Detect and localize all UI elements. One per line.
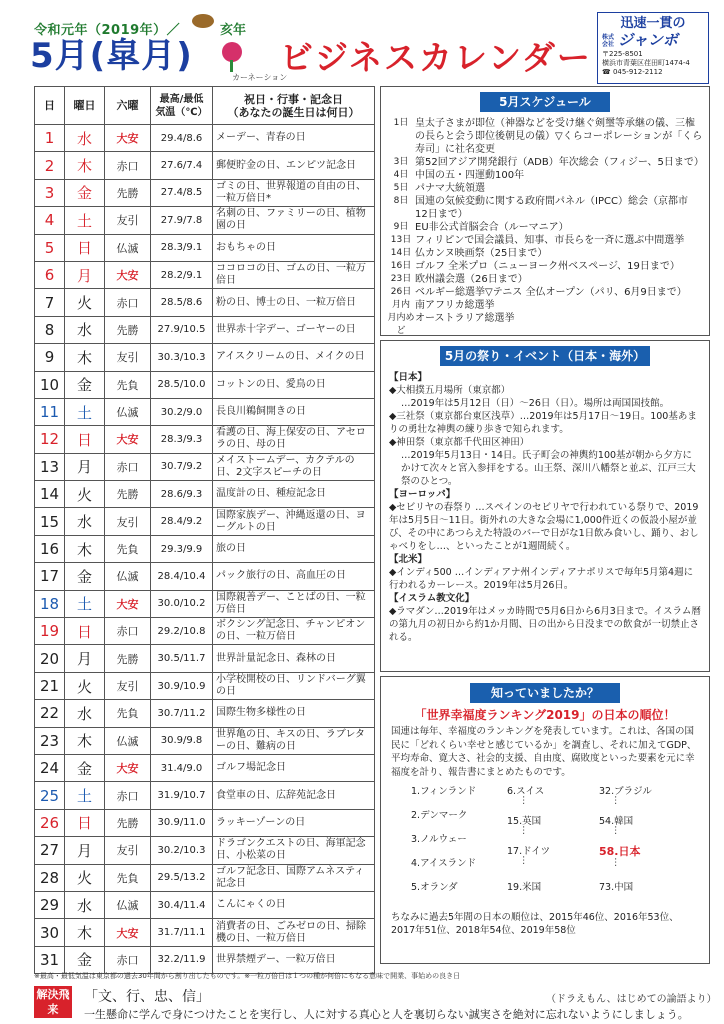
schedule-date: 5日: [393, 183, 409, 193]
event-item: ◆三社祭（東京都台東区浅草）…2019年は5月17日～19日。100基あまりの勇壮な神輿の練り歩きで知られます。: [389, 411, 697, 435]
calendar-row: [35, 125, 375, 152]
rokuyo: 先勝: [105, 645, 151, 672]
day-number: 3: [35, 179, 65, 206]
day-number: 14: [35, 481, 65, 508]
temperature: 28.3/9.1: [151, 234, 213, 261]
knowledge-subtitle: 「世界幸福度ランキング2019」の日本の順位！: [414, 708, 676, 722]
temperature: 27.6/7.4: [151, 152, 213, 179]
rokuyo: 仏滅: [105, 891, 151, 918]
weekday: 月: [65, 453, 105, 480]
event-text: 小学校開校の日、リンドバーグ翼の日: [213, 672, 375, 699]
year-label: 亥年: [220, 23, 247, 38]
event-category: 【ヨーロッパ】: [389, 489, 456, 500]
col-day: 日: [35, 87, 65, 125]
schedule-list: [381, 117, 709, 338]
rokuyo: 赤口: [105, 782, 151, 809]
weekday: 金: [65, 754, 105, 781]
company-name: ジャンボ: [618, 31, 678, 49]
event-text: 国際家族デー、沖縄返還の日、ヨーグルトの日: [213, 508, 375, 535]
temperature: 29.2/10.8: [151, 618, 213, 645]
knowledge-box: [380, 676, 710, 964]
event-item: ◆インディ500 …インディアナ州インディアナポリスで毎年5月第4週に行われるカーレース。2019年は5月26日。: [389, 567, 694, 591]
rokuyo: 大安: [105, 261, 151, 288]
rokuyo: 先負: [105, 864, 151, 891]
page-title: ビジネスカレンダー: [280, 38, 592, 77]
knowledge-past: ちなみに過去5年間の日本の順位は、2015年46位、2016年53位、2017年51位、2018年54位、2019年58位: [391, 912, 679, 936]
weekday: 土: [65, 590, 105, 617]
event-category: 【日本】: [389, 372, 428, 383]
month-title: 5月(皐月): [30, 36, 193, 76]
schedule-date: 13日: [390, 235, 412, 245]
temperature: 28.3/9.3: [151, 426, 213, 453]
temperature: 30.0/10.2: [151, 590, 213, 617]
rank-58-japan: 58.日本: [599, 845, 641, 858]
event-text: ボクシング記念日、チャンピオンの日、一粒万倍日: [213, 618, 375, 645]
weekday: 木: [65, 727, 105, 754]
weekday: 金: [65, 179, 105, 206]
schedule-item: [387, 195, 703, 221]
day-number: 23: [35, 727, 65, 754]
footer-source: （ドラえもん、はじめての論語より）: [546, 994, 717, 1005]
weekday: 土: [65, 398, 105, 425]
rokuyo: 友引: [105, 207, 151, 234]
day-number: 8: [35, 316, 65, 343]
dots-1: ⋮: [519, 795, 529, 806]
col-temp: 最高/最低 気温（℃）: [151, 87, 213, 125]
rokuyo: 大安: [105, 919, 151, 946]
rokuyo: 先負: [105, 535, 151, 562]
event-text: 温度計の日、種痘記念日: [213, 481, 375, 508]
schedule-date: 3日: [393, 157, 409, 167]
dots-2: ⋮: [519, 825, 529, 836]
temperature: 27.9/10.5: [151, 316, 213, 343]
day-number: 13: [35, 453, 65, 480]
day-number: 25: [35, 782, 65, 809]
temperature: 28.6/9.3: [151, 481, 213, 508]
weekday: 日: [65, 809, 105, 836]
schedule-text: 欧州議会選（26日まで）: [415, 274, 528, 285]
weekday: 日: [65, 426, 105, 453]
day-number: 5: [35, 234, 65, 261]
day-number: 12: [35, 426, 65, 453]
event-text: 食堂車の日、広辞苑記念日: [213, 782, 375, 809]
event-text: 旅の日: [213, 535, 375, 562]
weekday: 金: [65, 563, 105, 590]
temperature: 30.9/9.8: [151, 727, 213, 754]
day-number: 4: [35, 207, 65, 234]
schedule-text: ベルギー総選挙▽テニス 全仏オープン（パリ、6月9日まで）: [415, 287, 687, 298]
event-text: ラッキーゾーンの日: [213, 809, 375, 836]
rokuyo: 友引: [105, 837, 151, 864]
schedule-item: [387, 182, 703, 195]
day-number: 21: [35, 672, 65, 699]
schedule-title: 5月スケジュール: [480, 92, 610, 112]
calendar-row: [35, 946, 375, 973]
weekday: 土: [65, 782, 105, 809]
day-number: 15: [35, 508, 65, 535]
ranking-grid: [381, 781, 709, 911]
rokuyo: 先勝: [105, 809, 151, 836]
event-text: コットンの日、愛鳥の日: [213, 371, 375, 398]
event-text: 世界禁煙デー、一粒万倍日: [213, 946, 375, 973]
schedule-item: [387, 312, 703, 338]
schedule-item: [387, 117, 703, 156]
schedule-date: 9日: [393, 222, 409, 232]
rank-2: 2.デンマーク: [411, 810, 468, 821]
calendar-row: [35, 563, 375, 590]
calendar-row: [35, 727, 375, 754]
event-text: パック旅行の日、高血圧の日: [213, 563, 375, 590]
calendar-row: [35, 344, 375, 371]
rank-4: 4.アイスランド: [411, 858, 477, 869]
day-number: 26: [35, 809, 65, 836]
event-text: アイスクリームの日、メイクの日: [213, 344, 375, 371]
event-text: 世界亀の日、キスの日、ラブレターの日、難病の日: [213, 727, 375, 754]
temperature: 27.4/8.5: [151, 179, 213, 206]
rokuyo: 友引: [105, 672, 151, 699]
carnation-icon: [222, 42, 242, 62]
company-address: 横浜市青葉区荏田町1474-4: [602, 59, 690, 67]
boar-icon: [192, 14, 214, 28]
schedule-item: [387, 234, 703, 247]
dots-6: ⋮: [611, 857, 621, 868]
calendar-row: [35, 672, 375, 699]
knowledge-intro: 国連は毎年、幸福度のランキングを発表しています。これは、各国の国民に「どれくらい幸せと感じているか」を調査し、それに加えてGDP、平均寿命、寛大さ、社会的支援、自由度、腐敗度といった要素を元に幸福度を計り、報告書にまとめたものです。: [391, 726, 697, 778]
event-text: ゴルフ場記念日: [213, 754, 375, 781]
rokuyo: 赤口: [105, 946, 151, 973]
temperature: 28.5/10.0: [151, 371, 213, 398]
weekday: 日: [65, 234, 105, 261]
day-number: 31: [35, 946, 65, 973]
knowledge-title: 知っていましたか？: [470, 683, 620, 703]
rank-1: 1.フィンランド: [411, 786, 477, 797]
temperature: 31.7/11.1: [151, 919, 213, 946]
weekday: 水: [65, 316, 105, 343]
event-item: …2019年5月13日・14日。氏子町会の神輿約100基が朝から夕方にかけて次々と宮入参拝をする。山王祭、深川八幡祭と並ぶ、江戸三大祭のひとつ。: [401, 450, 696, 487]
temperature: 30.9/10.9: [151, 672, 213, 699]
weekday: 日: [65, 618, 105, 645]
weekday: 火: [65, 864, 105, 891]
day-number: 18: [35, 590, 65, 617]
schedule-item: [387, 169, 703, 182]
rokuyo: 先勝: [105, 481, 151, 508]
rokuyo: 友引: [105, 508, 151, 535]
schedule-date: 1日: [393, 118, 409, 128]
rokuyo: 大安: [105, 125, 151, 152]
era-label: 令和元年（2019年）／: [34, 23, 181, 38]
rank-5: 5.オランダ: [411, 882, 458, 893]
event-text: 名刺の日、ファミリーの日、植物園の日: [213, 207, 375, 234]
rokuyo: 仏滅: [105, 234, 151, 261]
rokuyo: 先勝: [105, 179, 151, 206]
calendar-row: [35, 590, 375, 617]
event-item: ◆神田祭（東京都千代田区神田）: [389, 437, 530, 448]
weekday: 木: [65, 152, 105, 179]
rank-32: 32.ブラジル: [599, 786, 652, 797]
day-number: 24: [35, 754, 65, 781]
event-text: 郵便貯金の日、エンピツ記念日: [213, 152, 375, 179]
company-postal: 〒225-8501: [602, 50, 643, 58]
temperature: 30.2/9.0: [151, 398, 213, 425]
calendar-row: [35, 645, 375, 672]
day-number: 9: [35, 344, 65, 371]
temperature: 30.9/11.0: [151, 809, 213, 836]
weekday: 月: [65, 645, 105, 672]
rokuyo: 大安: [105, 754, 151, 781]
day-number: 17: [35, 563, 65, 590]
calendar-row: [35, 700, 375, 727]
schedule-text: パナマ大統領選: [415, 183, 485, 194]
calendar-row: [35, 891, 375, 918]
calendar-row: [35, 261, 375, 288]
schedule-date: 4日: [393, 170, 409, 180]
weekday: 水: [65, 891, 105, 918]
day-number: 28: [35, 864, 65, 891]
col-weekday: 曜日: [65, 87, 105, 125]
rokuyo: 仏滅: [105, 727, 151, 754]
rank-3: 3.ノルウェー: [411, 834, 467, 845]
calendar-row: [35, 754, 375, 781]
event-text: ココロコの日、ゴムの日、一粒万倍日: [213, 261, 375, 288]
footer-text: 一生懸命に学んで身につけたことを実行し、人に対する真心と人を裏切らない誠実さを絶対に忘れないようにしましょう。: [84, 1008, 689, 1021]
weekday: 木: [65, 344, 105, 371]
day-number: 30: [35, 919, 65, 946]
event-text: こんにゃくの日: [213, 891, 375, 918]
event-text: 世界計量記念日、森林の日: [213, 645, 375, 672]
schedule-item: [387, 221, 703, 234]
company-logo-box: [597, 12, 709, 84]
calendar-row: [35, 864, 375, 891]
temperature: 29.5/13.2: [151, 864, 213, 891]
temperature: 27.9/7.8: [151, 207, 213, 234]
event-item: ◆セビリヤの春祭り …スペインのセビリヤで行われている祭りで、2019年は5月5日～11日。街外れの大きな会場に1,000件近くの仮設小屋が並び、その中にあつらえた特設のバーで日がな1日飲み食いし、踊り、おしゃべりをし…、といったことが1週間続く。: [389, 502, 699, 552]
rank-73: 73.中国: [599, 882, 634, 893]
temperature: 28.2/9.1: [151, 261, 213, 288]
schedule-text: 南アフリカ総選挙: [415, 300, 495, 311]
day-number: 20: [35, 645, 65, 672]
rank-6: 6.スイス: [507, 786, 545, 797]
event-text: メイストームデー、カクテルの日、2文字スピーチの日: [213, 453, 375, 480]
company-name-row: [602, 31, 704, 50]
event-text: 国際親善デー、ことばの日、一粒万倍日: [213, 590, 375, 617]
calendar-table: [34, 86, 375, 974]
calendar-row: [35, 426, 375, 453]
rokuyo: 大安: [105, 426, 151, 453]
temperature: 30.7/11.2: [151, 700, 213, 727]
event-text: ドラゴンクエストの日、海軍記念日、小松菜の日: [213, 837, 375, 864]
company-phone: ☎ 045-912-2112: [602, 68, 663, 76]
day-number: 10: [35, 371, 65, 398]
calendar-row: [35, 316, 375, 343]
schedule-item: [387, 247, 703, 260]
calendar-row: [35, 618, 375, 645]
temperature: 32.2/11.9: [151, 946, 213, 973]
schedule-text: オーストラリア総選挙: [415, 313, 515, 324]
dots-4: ⋮: [611, 795, 621, 806]
weekday: 水: [65, 700, 105, 727]
weekday: 金: [65, 946, 105, 973]
event-text: おもちゃの日: [213, 234, 375, 261]
schedule-date: 16日: [390, 261, 412, 271]
event-text: メーデー、青春の日: [213, 125, 375, 152]
schedule-date: 26日: [390, 287, 412, 297]
events-title: 5月の祭り・イベント（日本・海外）: [440, 346, 650, 366]
day-number: 6: [35, 261, 65, 288]
weekday: 水: [65, 125, 105, 152]
day-number: 27: [35, 837, 65, 864]
temperature: 30.7/9.2: [151, 453, 213, 480]
flower-caption: カーネーション: [232, 73, 288, 82]
weekday: 水: [65, 508, 105, 535]
weekday: 火: [65, 672, 105, 699]
temperature: 30.3/10.3: [151, 344, 213, 371]
rank-54: 54.韓国: [599, 816, 634, 827]
event-text: 消費者の日、ごみゼロの日、掃除機の日、一粒万倍日: [213, 919, 375, 946]
events-list: [381, 371, 709, 644]
event-category: 【北米】: [389, 554, 428, 565]
schedule-box: [380, 86, 710, 336]
schedule-item: [387, 299, 703, 312]
day-number: 16: [35, 535, 65, 562]
rokuyo: 大安: [105, 590, 151, 617]
event-item: ◆ラマダン…2019年はメッカ時間で5月6日から6月3日まで。イスラム暦の第九月の初日から約1か月間、日の出から日没までの飲食が一切禁止される。: [389, 606, 701, 643]
weekday: 木: [65, 919, 105, 946]
rokuyo: 先勝: [105, 316, 151, 343]
rokuyo: 赤口: [105, 453, 151, 480]
day-number: 19: [35, 618, 65, 645]
calendar-row: [35, 481, 375, 508]
rank-17: 17.ドイツ: [507, 846, 551, 857]
event-text: ゴミの日、世界報道の自由の日、一粒万倍日*: [213, 179, 375, 206]
events-box: [380, 340, 710, 672]
temperature: 30.5/11.7: [151, 645, 213, 672]
day-number: 29: [35, 891, 65, 918]
weekday: 木: [65, 535, 105, 562]
temperature: 28.4/9.2: [151, 508, 213, 535]
schedule-date: 14日: [390, 248, 412, 258]
weekday: 月: [65, 261, 105, 288]
footnote: ※最高・最低気温は東京都の過去30年間から割り出したものです。※一粒万倍日は１つの種が何倍にもなる意味で開業、事始めの良き日: [34, 972, 461, 980]
schedule-text: 仏カンヌ映画祭（25日まで）: [415, 248, 548, 259]
calendar-header-row: [35, 87, 375, 125]
temperature: 30.2/10.3: [151, 837, 213, 864]
event-text: 国際生物多様性の日: [213, 700, 375, 727]
temperature: 28.4/10.4: [151, 563, 213, 590]
temperature: 29.4/8.6: [151, 125, 213, 152]
weekday: 土: [65, 207, 105, 234]
event-category: 【イスラム教文化】: [389, 593, 475, 604]
schedule-text: 第52回アジア開発銀行（ADB）年次総会（フィジー、5日まで）: [415, 157, 704, 168]
calendar-row: [35, 782, 375, 809]
dots-3: ⋮: [519, 855, 529, 866]
rokuyo: 仏滅: [105, 563, 151, 590]
schedule-text: 中国の五・四運動100年: [415, 170, 525, 181]
col-rokuyo: 六曜: [105, 87, 151, 125]
company-kabu: 株式会社: [602, 33, 615, 48]
calendar-row: [35, 398, 375, 425]
weekday: 月: [65, 837, 105, 864]
dots-5: ⋮: [611, 825, 621, 836]
event-item: ◆大相撲五月場所（東京都）: [389, 385, 511, 396]
event-text: ゴルフ記念日、国際アムネスティ記念日: [213, 864, 375, 891]
rokuyo: 仏滅: [105, 398, 151, 425]
rokuyo: 赤口: [105, 289, 151, 316]
schedule-date: 23日: [390, 274, 412, 284]
calendar-row: [35, 234, 375, 261]
schedule-date: 月内: [391, 300, 410, 310]
schedule-text: 皇太子さまが即位（神器などを受け継ぐ剣璽等承継の儀、三権の長らと会う即位後朝見の儀）▽くらコーポレーションが「くら寿司」に社名変更: [415, 118, 703, 155]
day-number: 11: [35, 398, 65, 425]
weekday: 火: [65, 289, 105, 316]
calendar-row: [35, 453, 375, 480]
calendar-row: [35, 809, 375, 836]
calendar-row: [35, 371, 375, 398]
footer-badge: 解決飛来: [34, 986, 72, 1018]
day-number: 2: [35, 152, 65, 179]
schedule-date: 8日: [393, 196, 409, 206]
col-events: 祝日・行事・記念日 （あなたの誕生日は何日）: [213, 87, 375, 125]
temperature: 28.5/8.6: [151, 289, 213, 316]
schedule-item: [387, 260, 703, 273]
event-text: 世界赤十字デー、ゴーヤーの日: [213, 316, 375, 343]
temperature: 30.4/11.4: [151, 891, 213, 918]
event-text: 粉の日、博士の日、一粒万倍日: [213, 289, 375, 316]
calendar-row: [35, 535, 375, 562]
rank-19: 19.米国: [507, 882, 542, 893]
event-item: …2019年は5月12日（日）～26日（日）。場所は両国国技館。: [401, 398, 670, 409]
company-tagline: 迅速一貫の: [620, 16, 686, 31]
calendar-row: [35, 508, 375, 535]
schedule-text: EU非公式首脳会合（ルーマニア）: [415, 222, 569, 233]
weekday: 金: [65, 371, 105, 398]
footer-quote: 「文、行、忠、信」: [84, 989, 210, 1005]
rank-15: 15.英国: [507, 816, 542, 827]
calendar-row: [35, 837, 375, 864]
calendar-body: [35, 125, 375, 974]
schedule-date: 月内めど: [387, 313, 415, 336]
day-number: 7: [35, 289, 65, 316]
rokuyo: 友引: [105, 344, 151, 371]
event-text: 長良川鵜飼開きの日: [213, 398, 375, 425]
calendar-row: [35, 289, 375, 316]
schedule-item: [387, 156, 703, 169]
temperature: 29.3/9.9: [151, 535, 213, 562]
schedule-item: [387, 273, 703, 286]
calendar-row: [35, 179, 375, 206]
schedule-item: [387, 286, 703, 299]
calendar-row: [35, 919, 375, 946]
day-number: 1: [35, 125, 65, 152]
rokuyo: 先負: [105, 371, 151, 398]
day-number: 22: [35, 700, 65, 727]
calendar-row: [35, 207, 375, 234]
event-text: 看護の日、海上保安の日、アセロラの日、母の日: [213, 426, 375, 453]
temperature: 31.9/10.7: [151, 782, 213, 809]
rokuyo: 赤口: [105, 152, 151, 179]
weekday: 火: [65, 481, 105, 508]
schedule-text: ゴルフ 全米プロ（ニューヨーク州ベスページ、19日まで）: [415, 261, 680, 272]
temperature: 31.4/9.0: [151, 754, 213, 781]
schedule-text: 国連の気候変動に関する政府間パネル（IPCC）総会（京都市 12日まで）: [415, 196, 688, 220]
calendar-row: [35, 152, 375, 179]
rokuyo: 先負: [105, 700, 151, 727]
rokuyo: 赤口: [105, 618, 151, 645]
schedule-text: フィリピンで国会議員、知事、市長らを一斉に選ぶ中間選挙: [415, 235, 685, 246]
